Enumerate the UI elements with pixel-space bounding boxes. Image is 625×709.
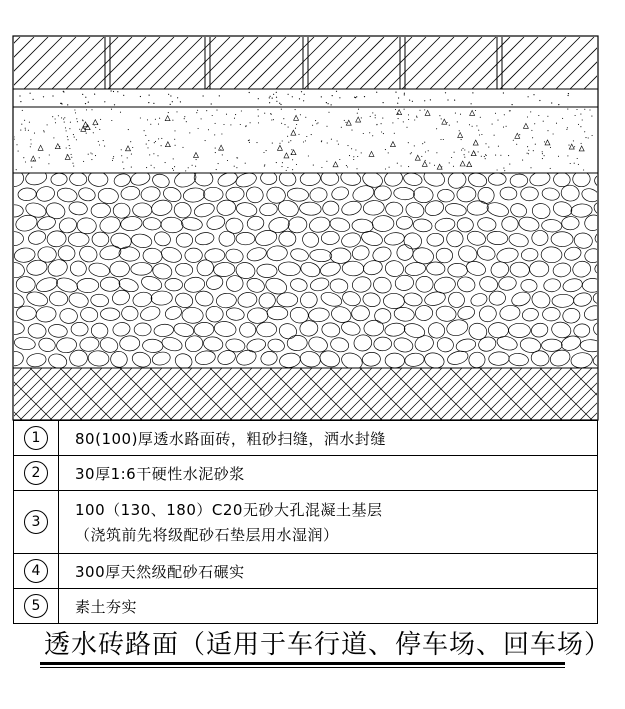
layer-number: 1 bbox=[24, 426, 48, 450]
title-underline-thin bbox=[40, 667, 565, 668]
layer-description: 300厚天然级配砂石碾实 bbox=[75, 562, 245, 581]
legend-row bbox=[14, 456, 598, 491]
layer-number: 5 bbox=[24, 594, 48, 618]
title-underline bbox=[40, 662, 565, 665]
legend-row bbox=[14, 589, 598, 624]
layer-number: 2 bbox=[24, 461, 48, 485]
gravel-layer bbox=[4, 168, 616, 372]
legend-row bbox=[14, 491, 598, 554]
legend-row bbox=[14, 554, 598, 589]
mortar-layer bbox=[13, 90, 598, 107]
brick-layer bbox=[0, 37, 625, 89]
layer-number: 4 bbox=[24, 559, 48, 583]
drawing-title: 透水砖路面（适用于车行道、停车场、回车场） bbox=[44, 630, 612, 660]
layer-description: 素土夯实 bbox=[75, 597, 138, 616]
layer-description: 100（130、180）C20无砂大孔混凝土基层 bbox=[75, 501, 383, 519]
layer-description: 30厚1:6干硬性水泥砂浆 bbox=[75, 464, 245, 483]
layer-legend-table bbox=[13, 420, 598, 624]
layer-description: 80(100)厚透水路面砖，粗砂扫缝，洒水封缝 bbox=[75, 429, 386, 448]
legend-row bbox=[14, 421, 598, 456]
layer-description-note: （浇筑前先将级配砂石垫层用水湿润） bbox=[75, 526, 339, 544]
soil-layer bbox=[0, 368, 625, 420]
concrete-base-layer bbox=[13, 109, 598, 173]
layer-number: 3 bbox=[24, 510, 48, 534]
